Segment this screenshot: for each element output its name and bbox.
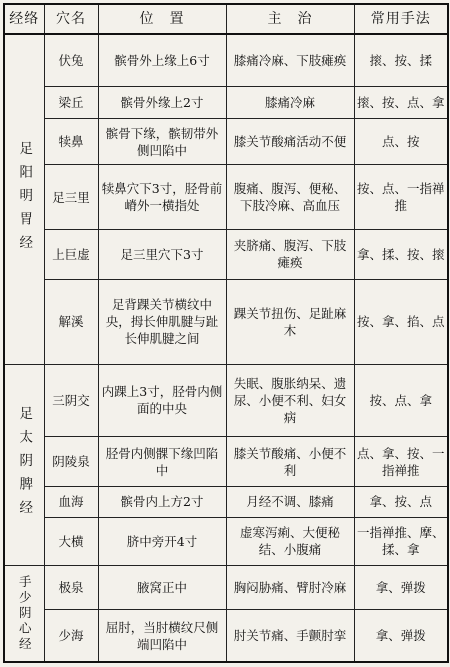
technique-cell: 拿、揉、按、㨰 — [354, 229, 448, 279]
technique-cell: 拿、弹拨 — [354, 610, 448, 662]
table-row — [4, 437, 448, 487]
point-name: 上巨虚 — [44, 229, 98, 279]
header-technique: 常用手法 — [354, 4, 448, 34]
position-cell: 脐中旁开4寸 — [98, 517, 226, 565]
meridian-label: 足太阴脾经 — [16, 405, 33, 524]
acupoint-table — [3, 3, 449, 663]
technique-cell: 㨰、按、点、拿 — [354, 86, 448, 118]
meridian-label: 手少阴心经 — [17, 574, 33, 653]
table-row — [4, 119, 448, 165]
point-name: 阴陵泉 — [44, 437, 98, 487]
technique-cell: 拿、按、点 — [354, 487, 448, 517]
indication-cell: 膝痛冷麻、下肢瘫痪 — [226, 34, 354, 86]
position-cell: 髌骨外上缘上6寸 — [98, 34, 226, 86]
table-row — [4, 34, 448, 86]
table-row — [4, 229, 448, 279]
position-cell: 髌骨外缘上2寸 — [98, 86, 226, 118]
point-name: 足三里 — [44, 165, 98, 229]
technique-cell: 㨰、按、揉 — [354, 34, 448, 86]
indication-cell: 膝关节酸痛、小便不利 — [226, 437, 354, 487]
technique-cell: 一指禅推、摩、揉、拿 — [354, 517, 448, 565]
header-row — [4, 4, 448, 34]
header-indication: 主 治 — [226, 4, 354, 34]
indication-cell: 踝关节扭伤、足趾麻木 — [226, 280, 354, 365]
technique-cell: 拿、弹拨 — [354, 565, 448, 609]
point-name: 少海 — [44, 610, 98, 662]
technique-cell: 点、拿、按、一指禅推 — [354, 437, 448, 487]
position-cell: 髌骨内上方2寸 — [98, 487, 226, 517]
point-name: 大横 — [44, 517, 98, 565]
point-name: 犊鼻 — [44, 119, 98, 165]
position-cell: 内踝上3寸，胫骨内侧面的中央 — [98, 364, 226, 436]
table-row — [4, 86, 448, 118]
table-row — [4, 280, 448, 365]
position-cell: 腋窝正中 — [98, 565, 226, 609]
indication-cell: 虚寒泻痢、大便秘结、小腹痛 — [226, 517, 354, 565]
indication-cell: 夹脐痛、腹泻、下肢瘫痪 — [226, 229, 354, 279]
meridian-cell — [4, 565, 44, 662]
indication-cell: 膝关节酸痛活动不便 — [226, 119, 354, 165]
table-row — [4, 565, 448, 609]
position-cell: 胫骨内侧髁下缘凹陷中 — [98, 437, 226, 487]
indication-cell: 胸闷胁痛、臂肘冷麻 — [226, 565, 354, 609]
meridian-cell — [4, 364, 44, 565]
point-name: 极泉 — [44, 565, 98, 609]
indication-cell: 膝痛冷麻 — [226, 86, 354, 118]
point-name: 三阴交 — [44, 364, 98, 436]
position-cell: 足背踝关节横纹中央，拇长伸肌腱与趾长伸肌腱之间 — [98, 280, 226, 365]
technique-cell: 按、点、拿 — [354, 364, 448, 436]
header-position: 位 置 — [98, 4, 226, 34]
position-cell: 足三里穴下3寸 — [98, 229, 226, 279]
point-name: 伏兔 — [44, 34, 98, 86]
position-cell: 屈肘，当肘横纹尺侧端凹陷中 — [98, 610, 226, 662]
meridian-label: 足阳明胃经 — [16, 140, 33, 259]
point-name: 梁丘 — [44, 86, 98, 118]
point-name: 血海 — [44, 487, 98, 517]
technique-cell: 按、点、一指禅推 — [354, 165, 448, 229]
indication-cell: 失眠、腹胀纳呆、遗尿、小便不利、妇女病 — [226, 364, 354, 436]
position-cell: 犊鼻穴下3寸，胫骨前嵴外一横指处 — [98, 165, 226, 229]
indication-cell: 肘关节痛、手颤肘挛 — [226, 610, 354, 662]
table-row — [4, 487, 448, 517]
indication-cell: 月经不调、膝痛 — [226, 487, 354, 517]
table-row — [4, 610, 448, 662]
technique-cell: 点、按 — [354, 119, 448, 165]
header-meridian: 经络 — [4, 4, 44, 34]
table-row — [4, 364, 448, 436]
table-row — [4, 165, 448, 229]
indication-cell: 腹痛、腹泻、便秘、下肢冷麻、高血压 — [226, 165, 354, 229]
header-point-name: 穴名 — [44, 4, 98, 34]
position-cell: 髌骨下缘，髌韧带外侧凹陷中 — [98, 119, 226, 165]
meridian-cell — [4, 34, 44, 364]
point-name: 解溪 — [44, 280, 98, 365]
table-row — [4, 517, 448, 565]
technique-cell: 按、拿、掐、点 — [354, 280, 448, 365]
